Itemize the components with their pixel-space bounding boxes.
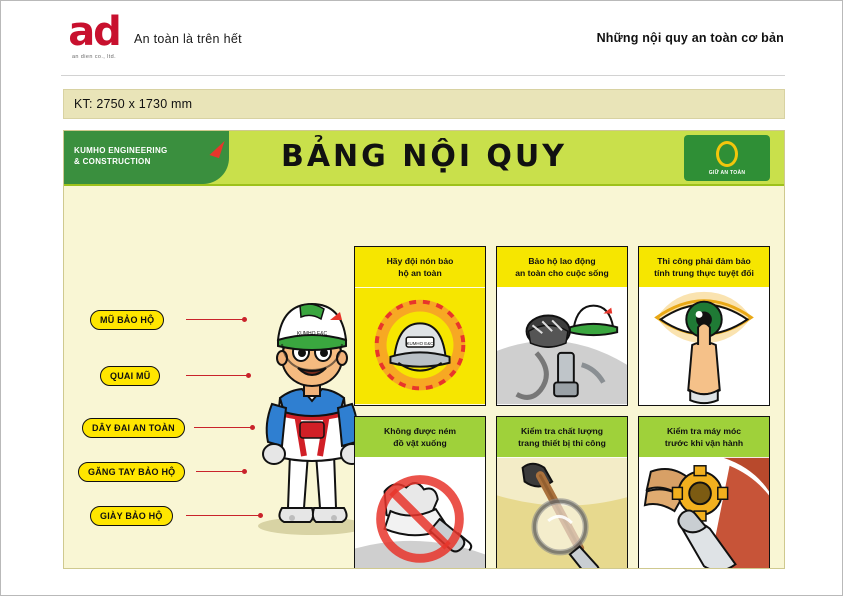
rule-card-1-art xyxy=(355,287,485,405)
poster-header xyxy=(64,131,784,186)
poster-body xyxy=(64,186,784,568)
rule-card-4-title: Không được ném đồ vật xuống xyxy=(355,417,485,457)
rule-card-6-art xyxy=(639,457,769,569)
leader-line-2 xyxy=(186,375,248,376)
machine-check-wrench-icon xyxy=(639,457,769,569)
header-divider xyxy=(61,75,785,76)
header-slogan: An toàn là trên hết xyxy=(134,32,242,46)
eye-hand-icon xyxy=(639,287,769,405)
page-title: Những nội quy an toàn cơ bản xyxy=(596,31,784,45)
label-gang-tay-bao-ho: GĂNG TAY BẢO HỘ xyxy=(78,462,185,482)
rule-card-1-title: Hãy đội nón bảo hộ an toàn xyxy=(355,247,485,287)
logo-subtitle: an dien co., ltd. xyxy=(71,54,117,60)
rule-card-3[interactable] xyxy=(638,246,770,406)
no-throwing-icon xyxy=(355,457,485,569)
rule-card-4-art xyxy=(355,457,485,569)
page-header xyxy=(1,1,843,73)
rule-card-4[interactable] xyxy=(354,416,486,569)
dimension-label: KT: 2750 x 1730 mm xyxy=(74,97,193,111)
leader-line-1 xyxy=(186,319,244,320)
rule-card-2-title: Bảo hộ lao động an toàn cho cuộc sống xyxy=(497,247,627,287)
label-day-dai-an-toan: DÂY ĐAI AN TOÀN xyxy=(82,418,185,438)
rule-card-3-title: Thi công phải đảm bảo tính trung thực tuyệt đối xyxy=(639,247,769,287)
rule-card-2[interactable] xyxy=(496,246,628,406)
rule-card-5[interactable] xyxy=(496,416,628,569)
logo-mark-text: ad xyxy=(68,9,120,55)
seal-caption: GIỮ AN TOÀN xyxy=(708,169,746,176)
rule-card-6[interactable] xyxy=(638,416,770,569)
poster-title: BẢNG NỘI QUY xyxy=(280,139,568,174)
leader-line-4 xyxy=(196,471,244,472)
label-mu-bao-ho: MŨ BẢO HỘ xyxy=(90,310,164,330)
poster-artwork xyxy=(63,130,785,569)
rule-card-3-art xyxy=(639,287,769,405)
company-logo xyxy=(63,9,125,65)
label-quai-mu: QUAI MŨ xyxy=(100,366,160,386)
helmet-brand-text: KUMHO E&C xyxy=(296,331,328,337)
rule-card-1[interactable] xyxy=(354,246,486,406)
rule-card-5-art xyxy=(497,457,627,569)
safety-seal xyxy=(684,135,770,181)
svg-text:KUMHO E&C: KUMHO E&C xyxy=(406,341,434,347)
seal-ring-icon xyxy=(716,141,738,167)
rule-card-2-art xyxy=(497,287,627,405)
rules-card-grid xyxy=(354,246,774,556)
helmet-rays-icon xyxy=(355,287,485,405)
label-giay-bao-ho: GIÀY BẢO HỘ xyxy=(90,506,173,526)
rule-card-5-title: Kiểm tra chất lượng trang thiết bị thi công xyxy=(497,417,627,457)
ppe-gear-icon xyxy=(497,287,627,405)
inspection-magnifier-icon xyxy=(497,457,627,569)
rule-card-6-title: Kiểm tra máy móc trước khi vận hành xyxy=(639,417,769,457)
dimension-bar xyxy=(63,89,785,119)
kumho-brand-badge: KUMHO ENGINEERING & CONSTRUCTION xyxy=(64,131,229,184)
